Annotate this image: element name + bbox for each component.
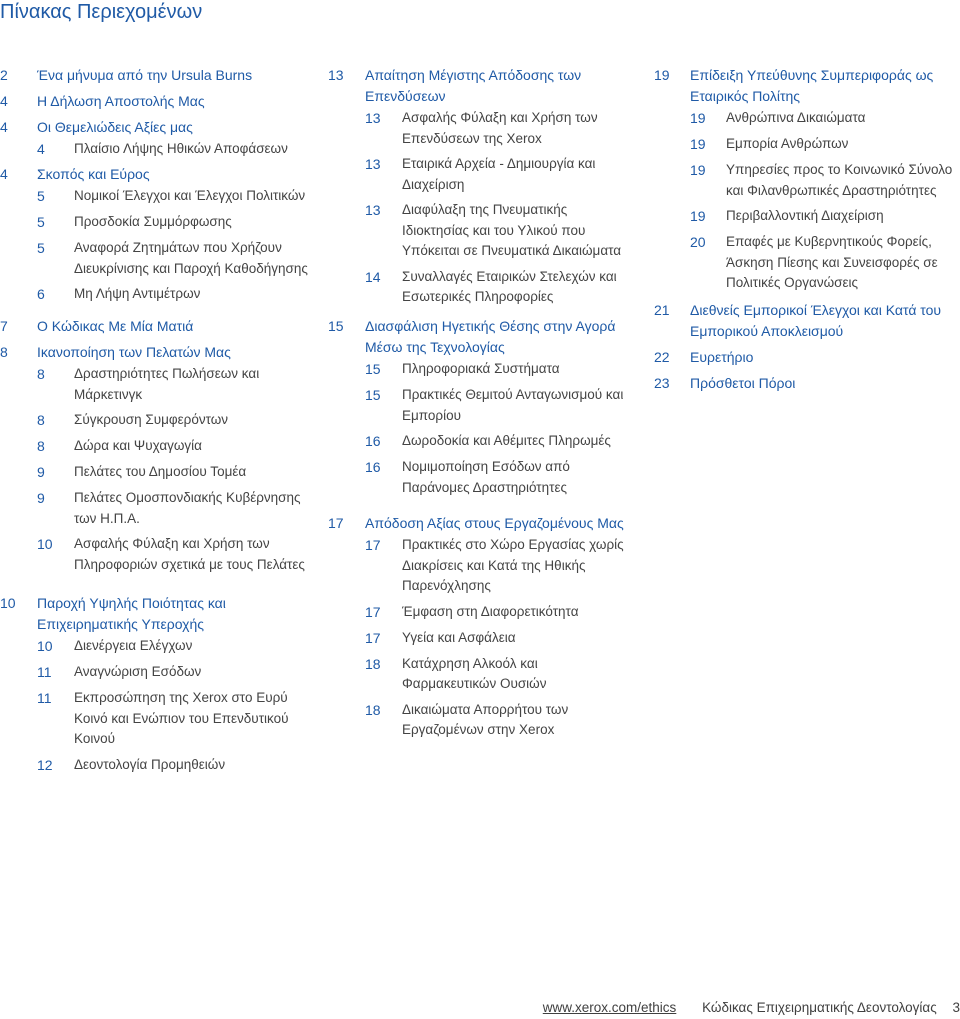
subsection-title: Πρακτικές Θεμιτού Ανταγωνισμού και Εμπορίου	[402, 387, 624, 423]
toc-subsection[interactable]	[690, 206, 960, 227]
toc-subsection[interactable]	[365, 431, 628, 452]
toc-subsection[interactable]	[365, 359, 628, 380]
subsection-page-number: 14	[365, 268, 381, 285]
section-title[interactable]: Διασφάλιση Ηγετικής Θέσης στην Αγορά Μέσω της Τεχνολογίας	[365, 318, 616, 355]
toc-subsection[interactable]	[365, 385, 628, 426]
section-title[interactable]: Οι Θεμελιώδεις Αξίες μας	[37, 119, 193, 135]
section-body	[690, 373, 960, 394]
subsection-title: Πρακτικές στο Χώρο Εργασίας χωρίς Διακρίσεις και Κατά της Ηθικής Παρενόχλησης	[402, 537, 624, 593]
subsection-title: Πλαίσιο Λήψης Ηθικών Αποφάσεων	[74, 141, 288, 156]
section-page-number: 23	[654, 375, 670, 391]
section-page-number: 10	[0, 595, 16, 611]
subsection-page-number: 8	[37, 438, 45, 454]
section-title[interactable]: Απόδοση Αξίας στους Εργαζομένους Μας	[365, 515, 624, 531]
subsection-page-number: 17	[365, 603, 381, 620]
subsection-title: Ανθρώπινα Δικαιώματα	[726, 110, 866, 125]
subsection-page-number: 19	[690, 110, 706, 126]
subsection-page-number: 11	[37, 690, 52, 706]
toc-subsection[interactable]	[37, 410, 310, 431]
section-body	[37, 91, 310, 112]
section-title[interactable]: Η Δήλωση Αποστολής Μας	[37, 93, 205, 109]
section-title[interactable]: Παροχή Υψηλής Ποιότητας και Επιχειρηματικής Υπεροχής	[37, 595, 226, 632]
toc-subsection[interactable]	[365, 267, 628, 308]
subsection-page-number: 5	[37, 214, 45, 230]
subsection-page-number: 16	[365, 433, 381, 449]
subsection-page-number: 4	[37, 141, 45, 157]
toc-subsection[interactable]	[690, 160, 960, 201]
subsection-title: Προσδοκία Συμμόρφωσης	[74, 214, 232, 229]
subsection-title: Διαφύλαξη της Πνευματικής Ιδιοκτησίας και του Υλικού που Υπόκειται σε Πνευματικά Δικαιώματα	[402, 202, 622, 258]
section-body	[37, 65, 310, 86]
subsection-page-number: 9	[37, 490, 45, 506]
subsection-page-number: 6	[37, 286, 45, 302]
subsection-title: Ασφαλής Φύλαξη και Χρήση των Πληροφοριών σχετικά με τους Πελάτες	[74, 536, 305, 572]
subsection-title: Εκπροσώπηση της Xerox στο Ευρύ Κοινό και Ενώπιον του Επενδυτικού Κοινού	[74, 690, 289, 746]
subsection-title: Αναγνώριση Εσόδων	[74, 664, 202, 679]
subsection-title: Μη Λήψη Αντιμέτρων	[74, 286, 201, 301]
subsection-page-number: 19	[690, 136, 706, 152]
toc-section[interactable]	[328, 65, 628, 308]
subsection-title: Νομικοί Έλεγχοι και Έλεγχοι Πολιτικών	[74, 188, 306, 203]
footer	[543, 1000, 960, 1015]
section-title[interactable]: Διεθνείς Εμπορικοί Έλεγχοι και Κατά του Εμπορικού Αποκλεισμού	[690, 302, 942, 339]
toc-section[interactable]	[0, 65, 310, 86]
subsection-title: Πληροφοριακά Συστήματα	[402, 361, 560, 376]
subsection-page-number: 8	[37, 366, 45, 382]
footer-url-link[interactable]: www.xerox.com/ethics	[542, 1000, 677, 1015]
toc-subsection[interactable]	[365, 535, 628, 597]
section-body	[690, 65, 960, 294]
toc-section[interactable]	[0, 91, 310, 112]
toc-section[interactable]	[654, 300, 960, 342]
toc-section[interactable]	[0, 164, 310, 305]
section-body	[37, 117, 310, 160]
subsection-title: Συναλλαγές Εταιρικών Στελεχών και Εσωτερικές Πληροφορίες	[402, 268, 617, 304]
toc-section[interactable]	[654, 65, 960, 294]
toc-subsection[interactable]	[37, 755, 310, 776]
toc-subsection[interactable]	[37, 534, 310, 575]
footer-page-number: 3	[952, 1000, 960, 1015]
toc-subsection[interactable]	[37, 636, 310, 657]
toc-section[interactable]	[328, 316, 628, 498]
toc-subsection[interactable]	[365, 108, 628, 149]
toc-subsection[interactable]	[365, 200, 628, 262]
section-body	[690, 300, 960, 342]
toc-subsection[interactable]	[37, 436, 310, 457]
toc-subsection[interactable]	[365, 654, 628, 695]
subsection-page-number: 5	[37, 240, 45, 256]
subsection-page-number: 13	[365, 202, 381, 218]
section-title[interactable]: Ικανοποίηση των Πελατών Μας	[37, 344, 231, 360]
subsection-page-number: 9	[37, 464, 45, 480]
subsection-title: Επαφές με Κυβερνητικούς Φορείς, Άσκηση Πίεσης και Συνεισφορές σε Πολιτικές Οργανώσεις	[726, 234, 938, 290]
toc-section[interactable]	[0, 117, 310, 160]
subsection-title: Σύγκρουση Συμφερόντων	[74, 412, 229, 427]
subsection-title: Δεοντολογία Προμηθειών	[74, 756, 226, 772]
section-title[interactable]: Ευρετήριο	[690, 349, 754, 365]
section-title[interactable]: Επίδειξη Υπεύθυνης Συμπεριφοράς ως Εταιρικός Πολίτης	[690, 67, 934, 104]
section-page-number: 22	[654, 349, 670, 365]
subsection-page-number: 11	[37, 664, 52, 680]
subsection-page-number: 13	[365, 156, 381, 172]
section-page-number: 8	[0, 344, 8, 360]
subsection-page-number: 17	[365, 537, 381, 553]
section-title[interactable]: Ο Κώδικας Με Μία Ματιά	[37, 318, 194, 334]
toc-subsection[interactable]	[365, 457, 628, 498]
subsection-page-number: 10	[37, 638, 53, 654]
footer-document-title: Κώδικας Επιχειρηματικής Δεοντολογίας	[702, 1000, 937, 1015]
section-page-number: 17	[328, 515, 344, 531]
subsection-title: Δωροδοκία και Αθέμιτες Πληρωμές	[402, 433, 611, 448]
toc-section[interactable]	[0, 342, 310, 575]
section-title[interactable]: Σκοπός και Εύρος	[37, 166, 150, 182]
subsection-page-number: 13	[365, 110, 381, 126]
subsection-title: Περιβαλλοντική Διαχείριση	[726, 208, 884, 223]
subsection-title: Πελάτες Ομοσπονδιακής Κυβέρνησης των Η.Π.Α.	[74, 490, 301, 526]
section-body	[365, 65, 628, 308]
subsection-page-number: 5	[37, 188, 45, 204]
section-page-number: 7	[0, 318, 8, 334]
subsection-title: Αναφορά Ζητημάτων που Χρήζουν Διευκρίνισης και Παροχή Καθοδήγησης	[74, 240, 308, 276]
subsection-page-number: 16	[365, 459, 381, 475]
subsection-page-number: 12	[37, 756, 53, 773]
section-title[interactable]: Πρόσθετοι Πόροι	[690, 375, 796, 391]
toc-subsection[interactable]	[37, 364, 310, 405]
subsection-title: Κατάχρηση Αλκοόλ και Φαρμακευτικών Ουσιών	[402, 655, 547, 691]
toc-subsection[interactable]	[690, 134, 960, 155]
section-title[interactable]: Ένα μήνυμα από την Ursula Burns	[37, 67, 253, 83]
subsection-title: Δικαιώματα Απορρήτου των Εργαζομένων στην Xerox	[402, 701, 569, 737]
section-body	[37, 342, 310, 575]
toc-section[interactable]	[654, 347, 960, 368]
toc-subsection[interactable]	[37, 488, 310, 529]
toc-section[interactable]	[328, 513, 628, 741]
toc-subsection[interactable]	[37, 688, 310, 750]
toc-subsection[interactable]	[37, 212, 310, 233]
toc-subsection[interactable]	[37, 139, 310, 160]
section-body	[690, 347, 960, 368]
subsection-page-number: 20	[690, 234, 706, 250]
subsection-title: Δραστηριότητες Πωλήσεων και Μάρκετινγκ	[74, 366, 260, 402]
section-body	[365, 316, 628, 498]
toc-subsection[interactable]	[365, 154, 628, 195]
subsection-page-number: 10	[37, 536, 53, 552]
toc-section[interactable]	[0, 316, 310, 337]
section-page-number: 15	[328, 318, 344, 334]
section-body	[37, 316, 310, 337]
section-body	[37, 593, 310, 776]
toc-subsection[interactable]	[37, 662, 310, 683]
subsection-title: Εταιρικά Αρχεία - Δημιουργία και Διαχείριση	[402, 156, 596, 192]
subsection-page-number: 15	[365, 387, 381, 403]
subsection-title: Υγεία και Ασφάλεια	[402, 629, 516, 645]
subsection-title: Ασφαλής Φύλαξη και Χρήση των Επενδύσεων της Xerox	[402, 110, 598, 146]
toc-subsection[interactable]	[365, 602, 628, 623]
toc-subsection[interactable]	[37, 462, 310, 483]
page-title: Πίνακας Περιεχομένων	[0, 1, 203, 23]
toc-section[interactable]	[654, 373, 960, 394]
section-page-number: 13	[328, 67, 344, 83]
subsection-title: Διενέργεια Ελέγχων	[74, 638, 193, 653]
subsection-page-number: 8	[37, 412, 45, 428]
toc-subsection[interactable]	[690, 232, 960, 294]
section-page-number: 4	[0, 166, 8, 182]
section-page-number: 19	[654, 67, 670, 83]
subsection-title: Εμπορία Ανθρώπων	[726, 136, 849, 151]
toc-subsection[interactable]	[365, 700, 628, 741]
section-page-number: 2	[0, 67, 8, 83]
section-title[interactable]: Απαίτηση Μέγιστης Απόδοσης των Επενδύσεων	[365, 67, 582, 104]
toc-section[interactable]	[0, 593, 310, 776]
subsection-title: Δώρα και Ψυχαγωγία	[74, 438, 202, 453]
toc-subsection[interactable]	[37, 284, 310, 305]
subsection-title: Πελάτες του Δημοσίου Τομέα	[74, 464, 247, 479]
section-body	[365, 513, 628, 741]
subsection-page-number: 17	[365, 629, 381, 646]
subsection-title: Έμφαση στη Διαφορετικότητα	[402, 603, 579, 619]
subsection-page-number: 18	[365, 655, 381, 672]
section-page-number: 4	[0, 93, 8, 109]
toc-subsection[interactable]	[37, 238, 310, 279]
subsection-page-number: 19	[690, 208, 706, 224]
subsection-page-number: 19	[690, 162, 706, 178]
section-page-number: 4	[0, 119, 8, 135]
subsection-page-number: 15	[365, 361, 381, 377]
subsection-title: Υπηρεσίες προς το Κοινωνικό Σύνολο και Φιλανθρωπικές Δραστηριότητες	[726, 162, 953, 198]
toc-subsection[interactable]	[37, 186, 310, 207]
toc-subsection[interactable]	[690, 108, 960, 129]
subsection-title: Νομιμοποίηση Εσόδων από Παράνομες Δραστηριότητες	[402, 459, 570, 495]
subsection-page-number: 18	[365, 701, 381, 718]
section-page-number: 21	[654, 302, 670, 318]
toc-subsection[interactable]	[365, 628, 628, 649]
section-body	[37, 164, 310, 305]
